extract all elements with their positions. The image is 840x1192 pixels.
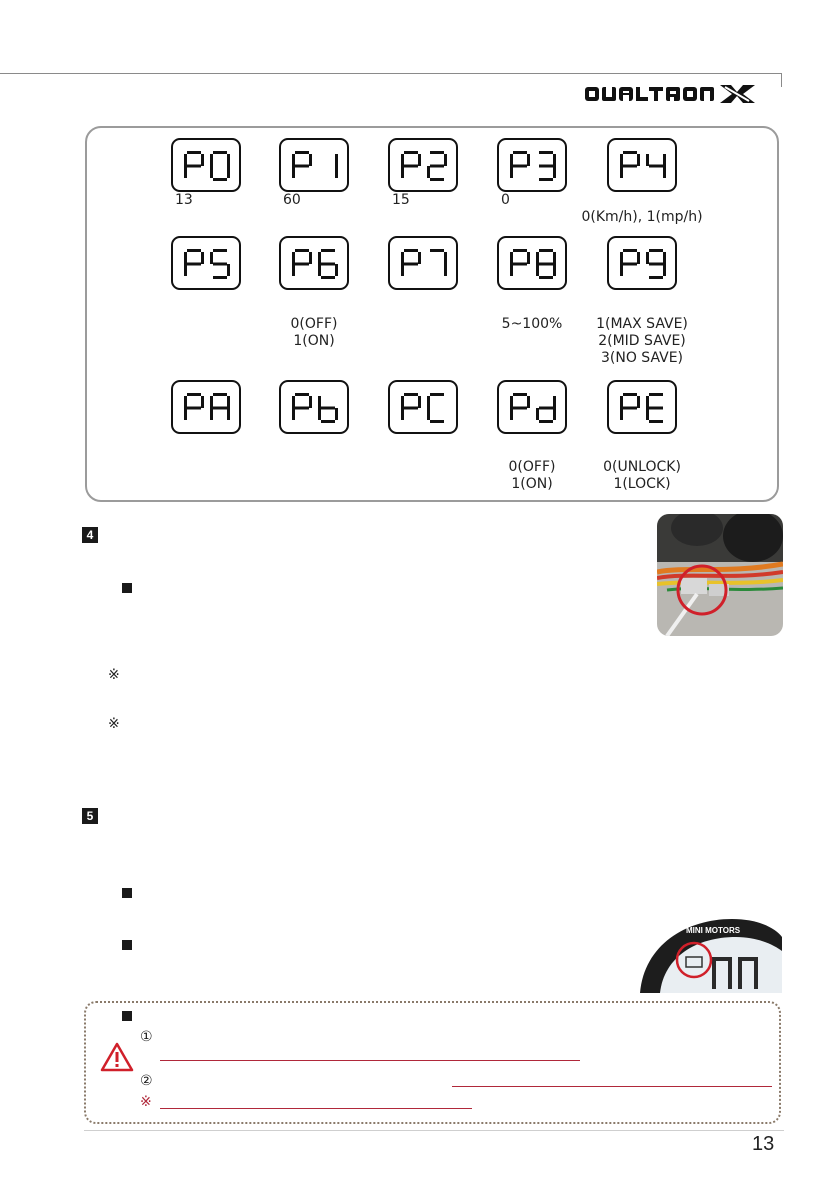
header-rule-tick [781, 73, 782, 87]
page-number: 13 [752, 1133, 775, 1155]
param-display-p4 [607, 138, 677, 192]
param-display-p6 [279, 236, 349, 290]
red-underline [160, 1108, 472, 1109]
param-display-pd [497, 380, 567, 434]
param-value-p2: 15 [392, 192, 410, 208]
param-display-p0 [171, 138, 241, 192]
param-value-p9: 1(MAX SAVE) [596, 316, 688, 332]
red-underline [452, 1086, 772, 1087]
param-value-p4: 0(Km/h), 1(mp/h) [581, 209, 703, 225]
param-value-pe: 1(LOCK) [613, 476, 671, 492]
param-value-p9: 2(MID SAVE) [598, 333, 686, 349]
param-value-p8: 5~100% [501, 316, 563, 332]
param-display-pb [279, 380, 349, 434]
step-4-badge: 4 [82, 527, 98, 543]
param-value-pd: 1(ON) [511, 476, 553, 492]
param-display-p8 [497, 236, 567, 290]
dualtron-x-logo [585, 83, 765, 105]
param-display-p1 [279, 138, 349, 192]
circled-two-mark: ② [140, 1073, 153, 1089]
header-rule [0, 73, 782, 74]
param-display-p9 [607, 236, 677, 290]
param-value-pd: 0(OFF) [508, 459, 556, 475]
svg-text:MINI MOTORS: MINI MOTORS [686, 926, 741, 935]
footer-rule [84, 1130, 784, 1131]
bullet-square [122, 1011, 132, 1021]
param-display-p2 [388, 138, 458, 192]
param-display-pa [171, 380, 241, 434]
dashboard-display-photo [636, 915, 782, 993]
circled-one-mark: ① [140, 1029, 153, 1045]
param-value-p6: 1(ON) [293, 333, 335, 349]
param-value-p1: 60 [283, 192, 301, 208]
param-value-p3: 0 [501, 192, 510, 208]
param-display-pe [607, 380, 677, 434]
bullet-square [122, 940, 132, 950]
red-underline [160, 1060, 580, 1061]
param-value-p9: 3(NO SAVE) [600, 350, 684, 366]
param-value-p0: 13 [175, 192, 193, 208]
bullet-square [122, 583, 132, 593]
bullet-square [122, 888, 132, 898]
note-mark-red: ※ [140, 1094, 152, 1110]
param-value-pe: 0(UNLOCK) [603, 459, 681, 475]
warning-box [84, 1001, 781, 1124]
param-display-p3 [497, 138, 567, 192]
note-mark: ※ [108, 716, 120, 732]
warning-triangle-icon [100, 1042, 134, 1072]
step-5-badge: 5 [82, 808, 98, 824]
param-display-p7 [388, 236, 458, 290]
note-mark: ※ [108, 667, 120, 683]
connector-wiring-photo [657, 514, 783, 636]
param-display-p5 [171, 236, 241, 290]
param-value-p6: 0(OFF) [290, 316, 338, 332]
param-display-pc [388, 380, 458, 434]
